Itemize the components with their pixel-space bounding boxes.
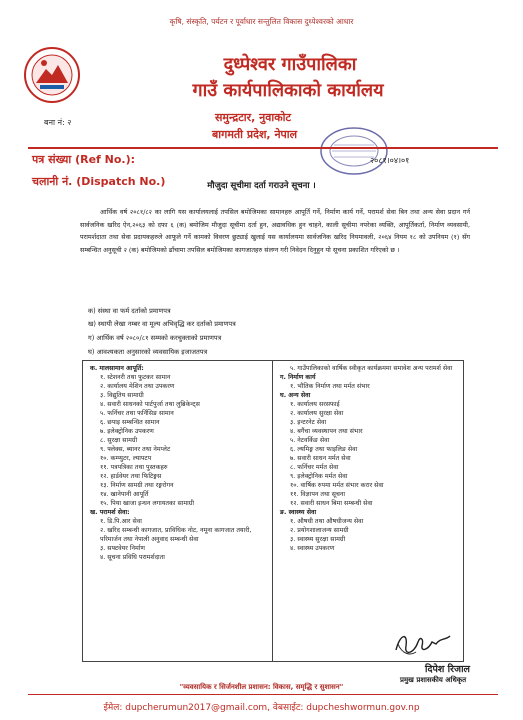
- section-heading-ka: क. मालसामान आपूर्ति:: [90, 365, 144, 372]
- list-item: १. स्टेशनरी तथा फुटकर सामान: [100, 374, 171, 381]
- list-item: ३. स्वास्थ्य सुरक्षा सामग्री: [290, 536, 346, 543]
- office-stamp-icon: [318, 125, 390, 177]
- list-item: ५. फर्निचर तथा फर्निसिङ सामान: [100, 410, 174, 417]
- notice-paragraph: आर्थिक वर्ष २०८१/८२ का लागि यस कार्यालयलाई तपसिल बमोजिमका सामानहरु आपूर्ति गर्ने, निर्माण कार्य गर्ने, परामर्श सेवा बिन तथा अन्य सेवा प्रदान गर्न सार्वजनिक खरिद ऐन,२०६३ को दफा ६ (क) बमोजिम मौजुदा सूचीमा दर्ता हुन, अद्यावधिक हुन चाहने, काली सूचीमा नपरेका व्यक्ति, आपूर्तिकर्ता, निर्माण व्यवसायी, परामर्शदाता तथा सेवा प्रदायकहरुले आफूले गर्ने कामको विवरण छुट्याई खुलाई यस कार्यालयमा सार्वजनिक खरिद नियमावली, २०६४ नियम १८ को उपनियम (१) सँग सम्बन्धित अनुसूची २ (क) बमोजिमको ढाँचामा तपसिल बमोजिमका कागजातहरु संलग्न गरी निवेदन दिनुहुन यो सूचना प्रकाशित गरिएको छ ।: [80, 208, 470, 254]
- signature-icon: [390, 628, 470, 660]
- date: २०८१।०४।०१: [370, 156, 410, 165]
- requirement-item: ख) स्थायी लेखा नम्बर वा मूल्य अभिवृद्धि कर दर्ताको प्रमाणपत्र: [88, 320, 236, 328]
- requirement-item: घ) आवश्यकता अनुसारको व्यवसायिक इजाजतपत्र: [88, 348, 208, 356]
- list-item: ४. बगैंचा व्यवस्थापन तथा संभार: [290, 428, 363, 435]
- list-item: २. प्रयोगशालाजन्य सामग्री: [290, 527, 349, 534]
- list-item: १. भौतिक निर्माण तथा मर्मत संभार: [290, 383, 370, 390]
- table-left-column: [90, 364, 265, 562]
- list-item: १. डि.पि.आर सेवा: [100, 518, 142, 525]
- table-column-divider: [272, 360, 273, 662]
- subject-line: मौजुदा सूचीमा दर्ता गराउने सूचना ।: [207, 181, 316, 191]
- list-item: १२. हार्डवेयर तथा फिटिङ्गस: [100, 473, 162, 480]
- list-item: ११. पत्रपत्रिका तथा पुस्तकहरु: [100, 464, 168, 471]
- list-item: ४. स्वास्थ्य उपकरण: [290, 545, 335, 552]
- signatory-name: दिपेश रिजाल: [425, 664, 470, 675]
- address-line-2: बागमती प्रदेश, नेपाल: [212, 128, 298, 141]
- list-item: ७. सवारी साधन मर्मत सेवा: [290, 455, 351, 462]
- list-item: २. कार्यालय मेशिन तथा उपकरण: [100, 383, 175, 390]
- list-item: २. खरिद सम्बन्धी कागजात, प्राविधिक नोट, नमूना कागजात तयारी, परिमार्जन तथा नेपाली अनुवाद सम्बन्धी सेवा: [100, 527, 252, 543]
- list-item: ९. इलेक्ट्रोनिक मर्मत सेवा: [290, 473, 348, 480]
- list-item: ७. इलेक्ट्रोनिक उपकरण: [100, 428, 154, 435]
- ref-no-label: पत्र संख्या (Ref No.):: [32, 153, 136, 166]
- list-item: ३. विद्युतिय सामाग्री: [100, 392, 144, 399]
- list-item: ५. गाउँपालिकाको वार्षिक स्वीकृत कार्यक्रममा समावेश अन्य परामर्श सेवा: [290, 365, 453, 372]
- list-item: ४. सूचना प्रविधि परामर्शदाता: [100, 554, 165, 561]
- list-item: ५. नेटवर्किङ सेवा: [290, 437, 330, 444]
- footer-slogan: "व्यवसायिक र सिर्जनशील प्रशासन: विकास, समृद्धि र सुशासन": [179, 683, 344, 691]
- section-heading-gha: घ. अन्य सेवा: [280, 392, 311, 399]
- list-item: ४. सवारी साधनको पार्टपुर्जा तथा लुब्रिकेन्ट्स: [100, 401, 200, 408]
- signatory-title: प्रमुख प्रशासकीय अधिकृत: [400, 676, 467, 684]
- list-item: ६. छपाइ सम्बन्धित सामान: [100, 419, 160, 426]
- footer-divider: [28, 694, 498, 695]
- office-name: गाउँ कार्यपालिकाको कार्यालय: [192, 80, 384, 101]
- tagline: कृषि, संस्कृति, पर्यटन र पूर्वाधार सन्तुलित विकास दुध्पेश्वरको आधार: [169, 17, 354, 26]
- section-heading-kha: ख. परामर्श सेवा:: [90, 509, 130, 516]
- requirement-item: क) संस्था वा फर्म दर्ताको प्रमाणपत्र: [88, 307, 171, 315]
- list-item: १२. सवारी साधन बिमा सम्बन्धी सेवा: [290, 500, 373, 507]
- list-item: ३. सफ्टवेयर निर्माण: [100, 545, 145, 552]
- list-item: ६. ल्यमिङ्ग तथा फाइलिङ सेवा: [290, 446, 358, 453]
- table-right-column: [280, 364, 460, 553]
- list-item: १३. निर्माण सामग्री तथा रङ्गरोगन: [100, 482, 174, 489]
- small-left-number: बना नं: २: [44, 118, 72, 127]
- list-item: १०. वार्षिक रुपमा मर्मत संभार करार सेवा: [290, 482, 384, 489]
- address-line-1: समुन्द्रटार, नुवाकोट: [215, 111, 292, 124]
- list-item: १४. खानेपानी आपूर्ति: [100, 491, 149, 498]
- header-divider: [28, 147, 498, 149]
- list-item: १०. कम्प्युटर, ल्यापटप: [100, 455, 152, 462]
- section-heading-ga: ग. निर्माण कार्य: [280, 374, 316, 381]
- list-item: ८. फर्निचर मर्मत सेवा: [290, 464, 339, 471]
- requirement-item: ग) आर्थिक वर्ष २०८०/८१ सम्मको करचुक्ताको प्रमाणपत्र: [88, 334, 222, 342]
- municipality-name: दुध्पेश्वर गाउँपालिका: [223, 54, 357, 75]
- footer-contact: ईमेल: dupcherumun2017@gmail.com, वेबसाईट: dupcheshwormun.gov.np: [103, 703, 420, 713]
- list-item: १५. पिया खाजा इन्धन लगायतका सामाग्री: [100, 500, 194, 507]
- dispatch-no-label: चलानी नं. (Dispatch No.): [32, 175, 166, 188]
- list-item: ८. सुरक्षा सामग्री: [100, 437, 138, 444]
- list-item: १. कार्यालय सरसफाई: [290, 401, 340, 408]
- list-item: ११. विज्ञापन तथा सूचना: [290, 491, 346, 498]
- list-item: १. औषधी तथा औषधीजन्य सेवा: [290, 518, 364, 525]
- section-heading-nga: ङ. स्वास्थ्य सेवा: [280, 509, 317, 516]
- list-item: ३. इन्टरनेट सेवा: [290, 419, 327, 426]
- list-item: २. कार्यालय सुरक्षा सेवा: [290, 410, 344, 417]
- list-item: ९. फ्लेक्स, ब्यानर तथा नेमप्लेट: [100, 446, 171, 453]
- municipality-emblem-icon: [22, 45, 82, 105]
